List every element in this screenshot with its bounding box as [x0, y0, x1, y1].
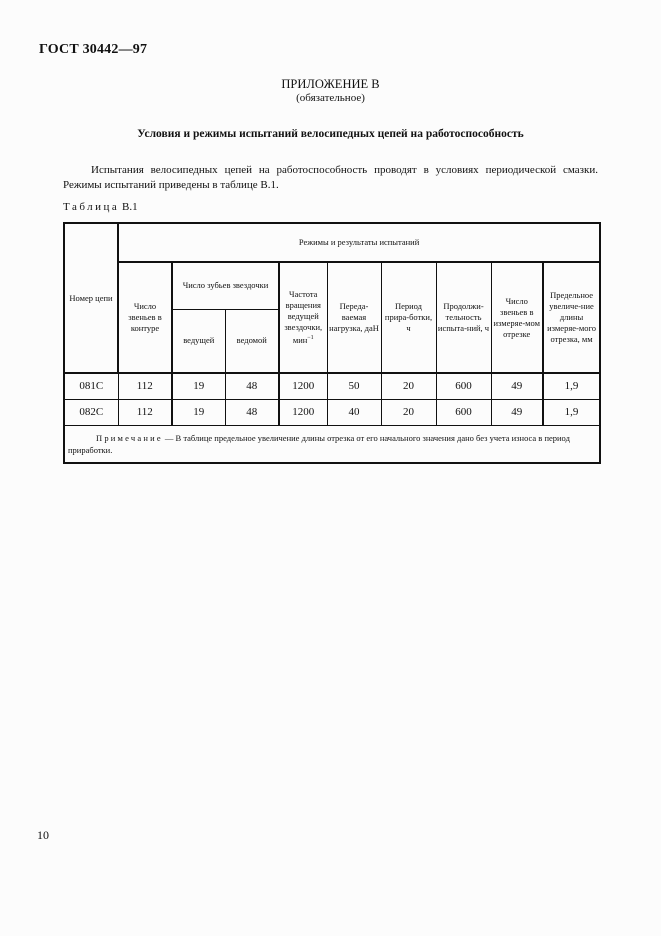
- table-note-row: [64, 426, 600, 464]
- cell: 081С: [64, 373, 118, 400]
- cell: 1,9: [543, 373, 600, 400]
- section-title: Условия и режимы испытаний велосипедных цепей на работоспособность: [137, 128, 524, 140]
- header-load: Переда-ваемая нагрузка, даН: [327, 262, 381, 373]
- header-driving: ведущей: [172, 309, 225, 373]
- cell: 112: [118, 400, 172, 426]
- intro-paragraph: [63, 163, 598, 193]
- cell: 082С: [64, 400, 118, 426]
- cell: 1200: [279, 373, 327, 400]
- appendix-status: (обязательное): [296, 92, 365, 104]
- header-rotation-text: Частота вращения ведущей звездочки, мин: [284, 289, 323, 345]
- header-duration: Продолжи-тельность испыта-ний, ч: [436, 262, 491, 373]
- cell: 1,9: [543, 400, 600, 426]
- cell: 49: [491, 400, 543, 426]
- cell: 40: [327, 400, 381, 426]
- table-note: [64, 426, 600, 464]
- header-measured-links: Число звеньев в измеряе-мом отрезке: [491, 262, 543, 373]
- header-test-group: Режимы и результаты испытаний: [118, 223, 600, 262]
- cell: 48: [225, 373, 279, 400]
- page-number: 10: [37, 828, 49, 842]
- table-caption-number: В.1: [122, 201, 138, 213]
- table-row: [64, 400, 600, 426]
- cell: 48: [225, 400, 279, 426]
- table-row: [64, 373, 600, 400]
- cell: 50: [327, 373, 381, 400]
- standard-designation: ГОСТ 30442—97: [39, 42, 148, 57]
- header-links-in-loop: Число звеньев в контуре: [118, 262, 172, 373]
- cell: 600: [436, 400, 491, 426]
- note-label: Примечание: [96, 433, 163, 443]
- header-driven: ведомой: [225, 309, 279, 373]
- cell: 19: [172, 373, 225, 400]
- header-chain-number: Номер цепи: [64, 223, 118, 373]
- header-max-elongation: Предельное увеличе-ние длины измеряе-мого отрезка, мм: [543, 262, 600, 373]
- cell: 112: [118, 373, 172, 400]
- cell: 49: [491, 373, 543, 400]
- appendix-title: ПРИЛОЖЕНИЕ В: [281, 77, 380, 91]
- cell: 19: [172, 400, 225, 426]
- header-run-in: Период прира-ботки, ч: [381, 262, 436, 373]
- paragraph-line-1: Испытания велосипедных цепей на работоспособность проводят в условиях периодической смазки.: [91, 164, 598, 176]
- cell: 600: [436, 373, 491, 400]
- header-rotation-sup: −1: [307, 335, 314, 342]
- cell: 20: [381, 373, 436, 400]
- table-caption: [63, 201, 138, 213]
- cell: 1200: [279, 400, 327, 426]
- cell: 20: [381, 400, 436, 426]
- note-text: — В таблице предельное увеличение длины отрезка от его начального значения дано без учета износа в период приработки.: [68, 433, 570, 455]
- test-modes-table: [63, 222, 601, 464]
- header-rotation: [279, 262, 327, 373]
- table-caption-word: Таблица: [63, 201, 120, 213]
- header-teeth: Число зубьев звездочки: [172, 262, 279, 309]
- paragraph-line-2: Режимы испытаний приведены в таблице В.1.: [63, 179, 279, 191]
